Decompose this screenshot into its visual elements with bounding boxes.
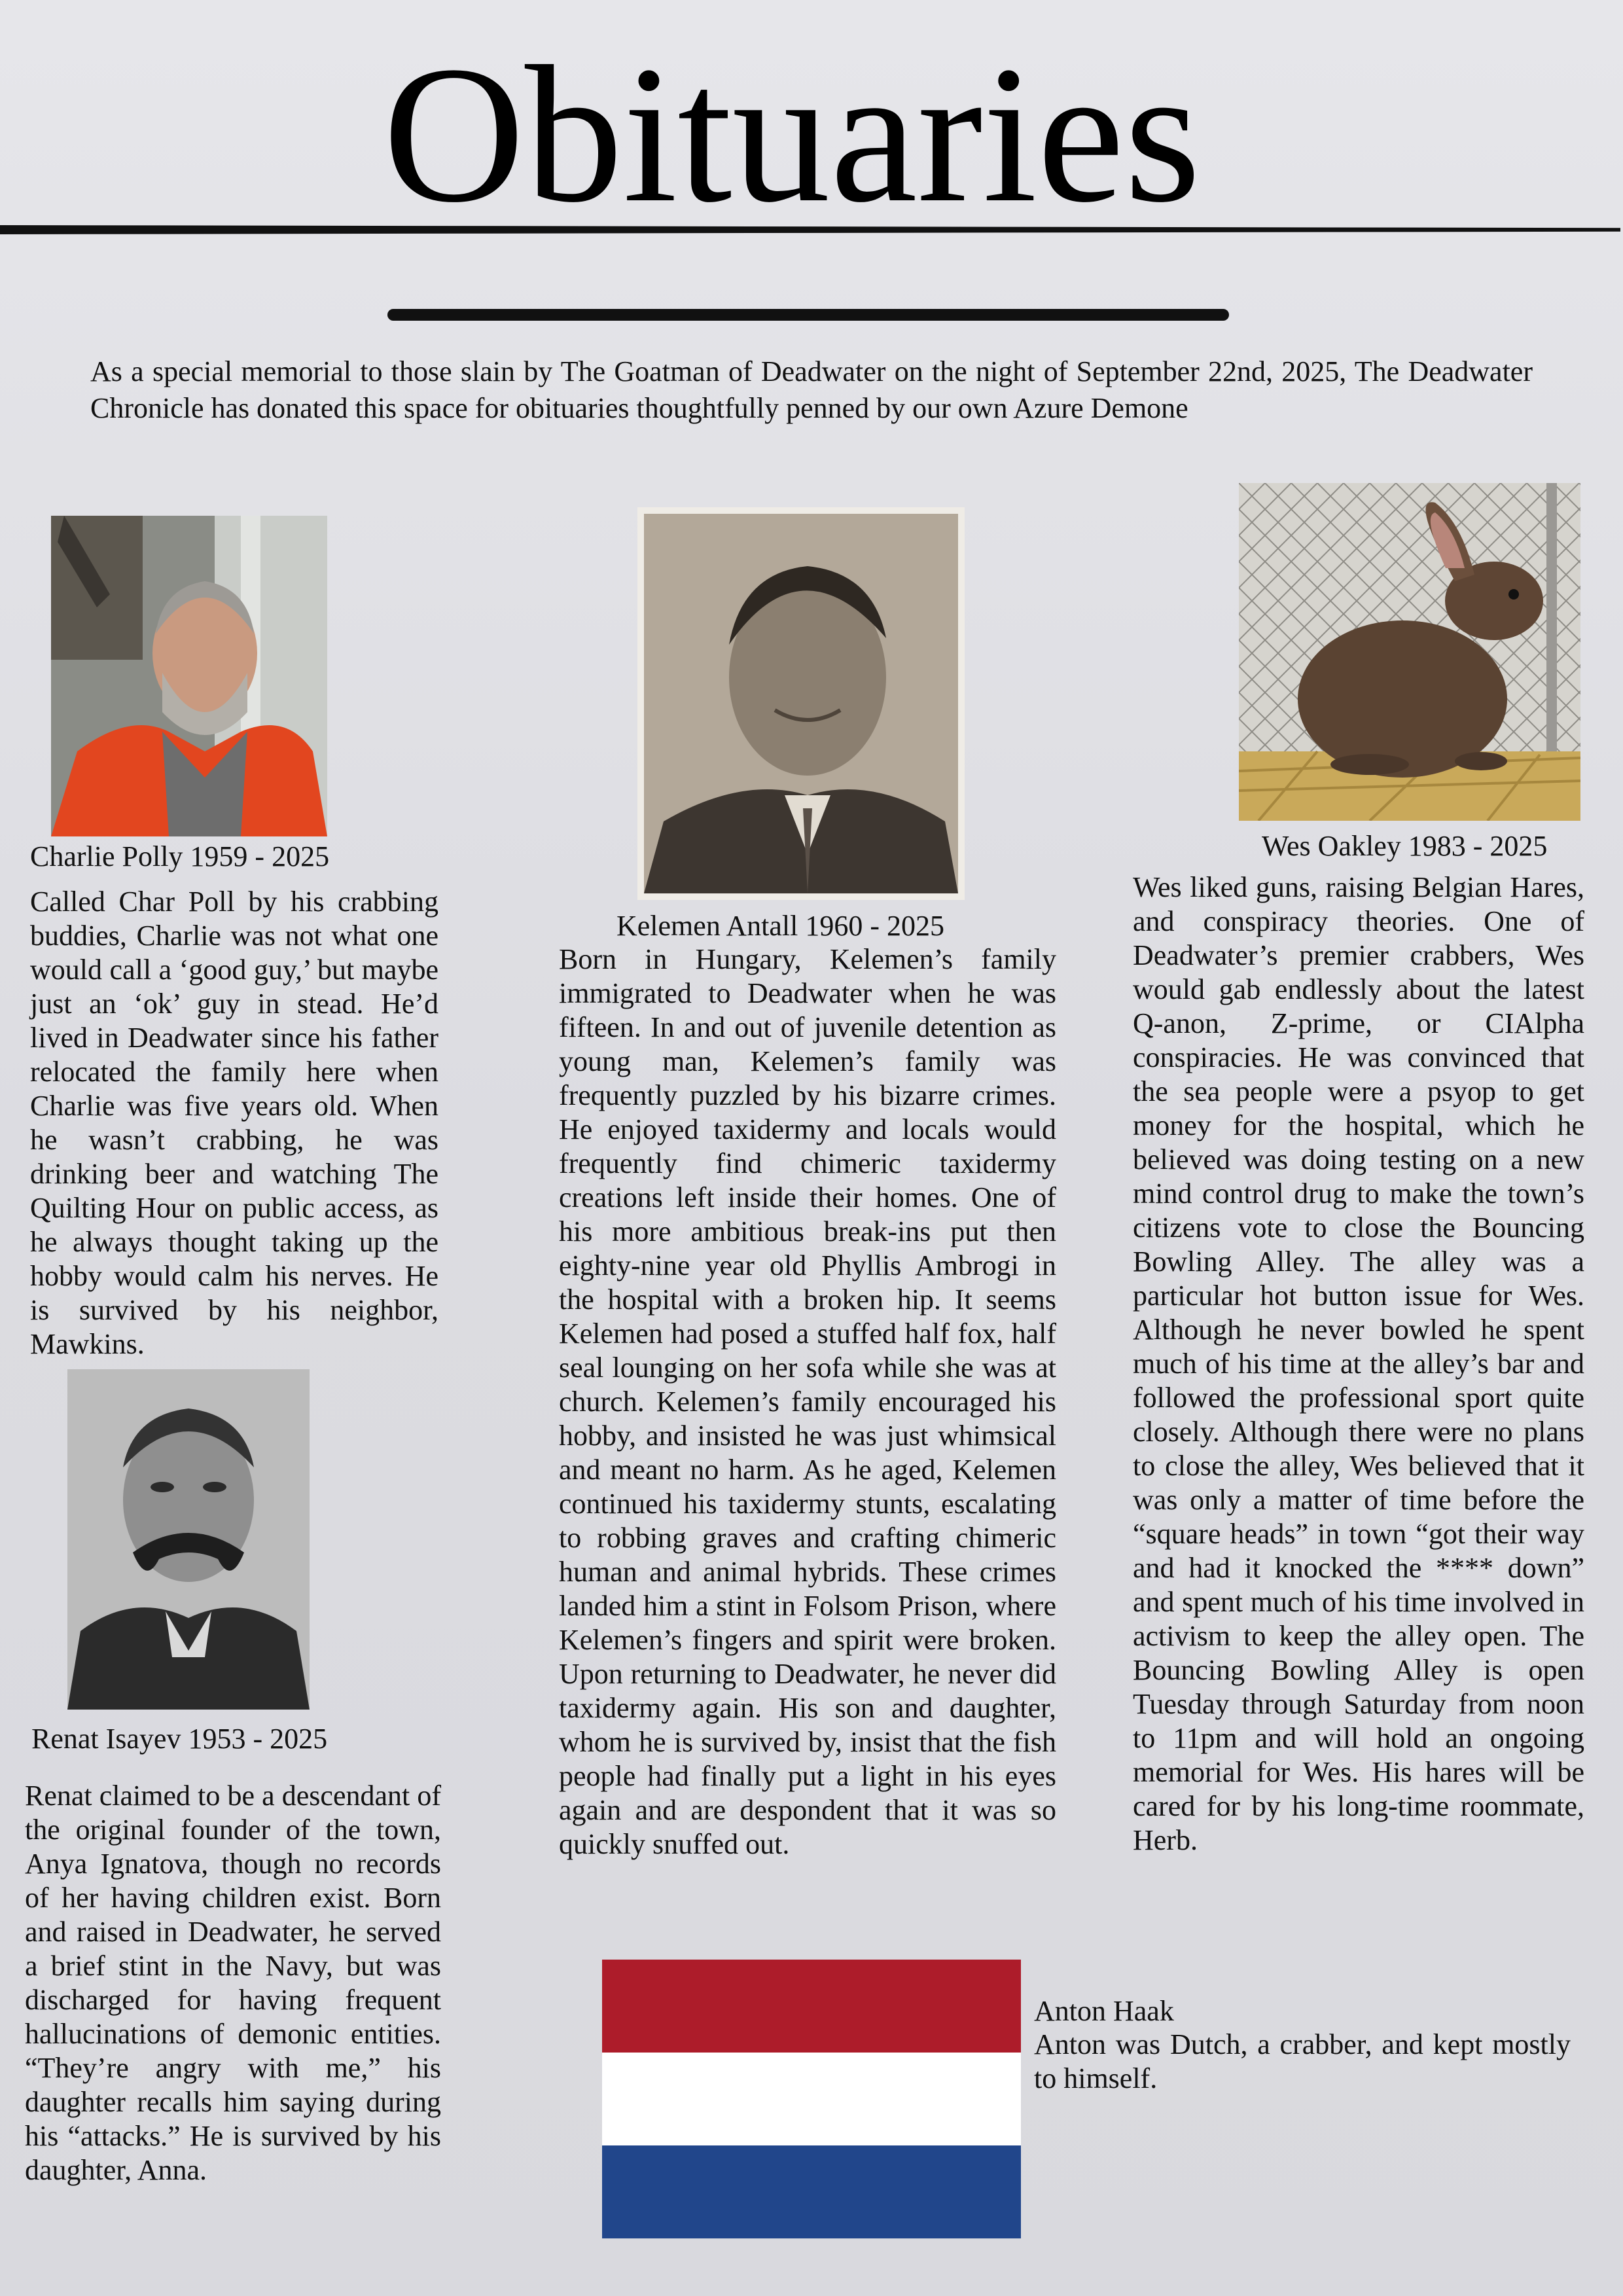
portrait-photo-kelemen: [637, 507, 965, 900]
hare-photo-wes: [1239, 483, 1580, 821]
header-rule-short: [387, 309, 1229, 321]
caption-charlie: Charlie Polly 1959 - 2025: [30, 840, 330, 872]
caption-anton: Anton Haak: [1034, 1995, 1174, 2027]
flag-stripe-red: [602, 1960, 1021, 2053]
caption-kelemen: Kelemen Antall 1960 - 2025: [616, 910, 945, 942]
flag-stripe-white: [602, 2053, 1021, 2145]
portrait-photo-charlie: [51, 516, 327, 836]
dutch-flag-image: [602, 1960, 1021, 2238]
obituary-text-charlie: Called Char Poll by his crabbing buddies, Charlie was not what one would call a ‘good guy,’ but maybe just an ‘ok’ guy in stead. He’d lived in Deadwater since his father relocated the family here when Charlie was five years old. When he wasn’t crabbing, he was drinking beer and watching The Quilting Hour on public access, as he always thought taking up the hobby would calm his nerves. He is survived by his neighbor, Mawkins.: [30, 886, 438, 1360]
obituary-text-anton: Anton was Dutch, a crabber, and kept mostly to himself.: [1034, 2028, 1571, 2094]
intro-paragraph: As a special memorial to those slain by The Goatman of Deadwater on the night of September 22nd, 2025, The Deadwater Chronicle has donated this space for obituaries thoughtfully penned by our own Azure Demone: [90, 355, 1533, 424]
obituary-text-renat: Renat claimed to be a descendant of the original founder of the town, Anya Ignatova, though no records of her having children exist. Born and raised in Deadwater, he served a brief stint in the Navy, but was discharged for having frequent hallucinations of demonic entities. “They’re angry with me,” his daughter recalls him saying during his “attacks.” He is survived by his daughter, Anna.: [25, 1780, 441, 2186]
caption-renat: Renat Isayev 1953 - 2025: [31, 1723, 328, 1755]
caption-wes: Wes Oakley 1983 - 2025: [1262, 830, 1548, 862]
page-title: Obituaries: [383, 26, 1201, 243]
obituary-text-wes: Wes liked guns, raising Belgian Hares, and conspiracy theories. One of Deadwater’s premier crabbers, Wes would gab endlessly about the latest Q-anon, Z-prime, or CIAlpha conspiracies. He was convinced that the sea people were a psyop to get money for the hospital, which he believed was doing testing on a new mind control drug to make the town’s citizens vote to close the Bouncing Bowling Alley. The alley was a particular hot button issue for Wes. Although he never bowled he spent much of his time at the alley’s bar and followed the professional sport quite closely. Although there were no plans to close the alley, Wes believed that it was only a matter of time before the “square heads” in town “got their way and had it knocked the **** down” and spent much of his time involved in activism to keep the alley open. The Bouncing Bowling Alley is open Tuesday through Saturday from noon to 11pm and will hold an ongoing memorial for Wes. His hares will be cared for by his long-time roommate, Herb.: [1133, 871, 1584, 1856]
obituary-text-kelemen: Born in Hungary, Kelemen’s family immigrated to Deadwater when he was fifteen. In and out of juvenile detention as young man, Kelemen’s family was frequently puzzled by his bizarre crimes. He enjoyed taxidermy and locals would frequently find chimeric taxidermy creations left inside their homes. One of his more ambitious break-ins put then eighty-nine year old Phyllis Ambrogi in the hospital with a broken hip. It seems Kelemen had posed a stuffed half fox, half seal lounging on her sofa while she was at church. Kelemen’s family encouraged his hobby, and insisted he was just whimsical and meant no harm. As he aged, Kelemen continued his taxidermy stunts, escalating to robbing graves and crafting chimeric human and animal hybrids. These crimes landed him a stint in Folsom Prison, where Kelemen’s fingers and spirit were broken. Upon returning to Deadwater, he never did taxidermy again. His son and daughter, whom he is survived by, insist that the fish people had finally put a light in his eyes again and are despondent that it was so quickly snuffed out.: [559, 943, 1056, 1860]
portrait-photo-renat: [67, 1369, 310, 1710]
flag-stripe-blue: [602, 2145, 1021, 2238]
